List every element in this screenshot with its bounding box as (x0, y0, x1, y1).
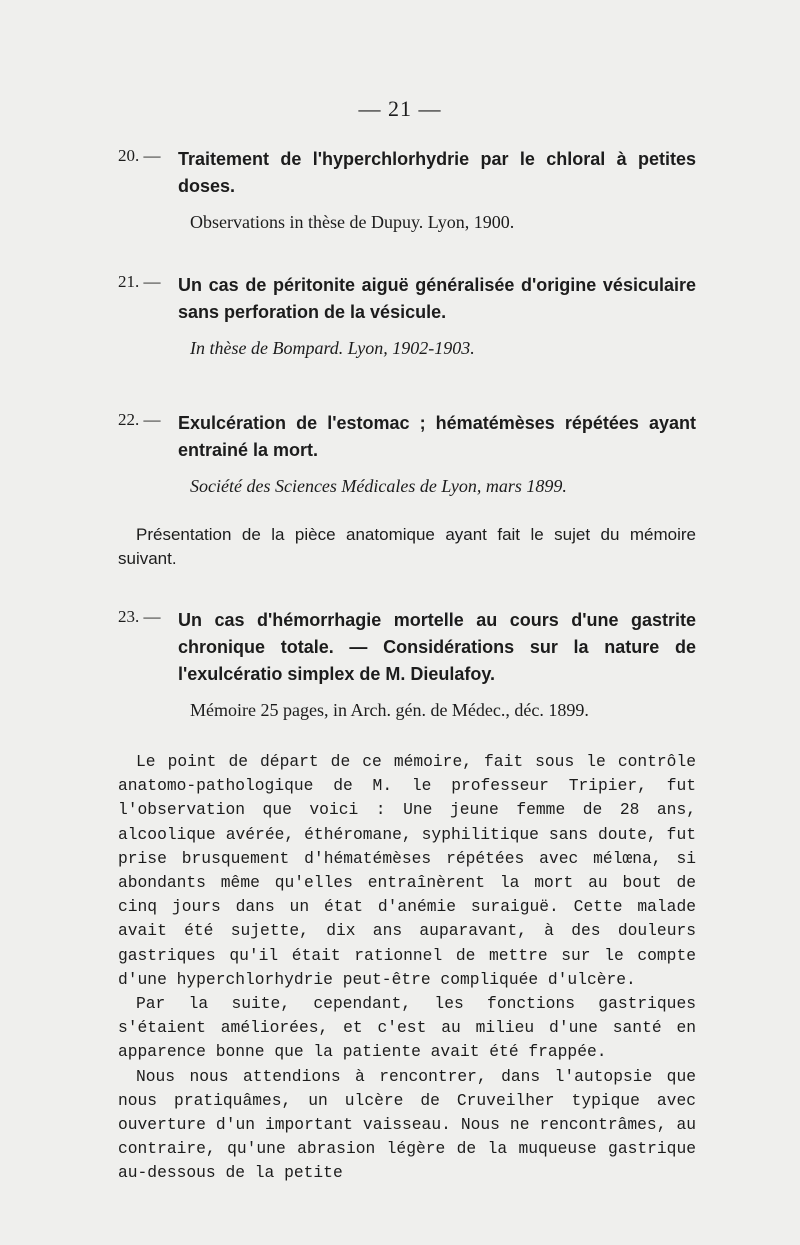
body-paragraph: Le point de départ de ce mémoire, fait sous le contrôle anatomo-pathologique de M. le professeur Tripier, fut l'observation que voici : Une jeune femme de 28 ans, alcoolique avérée, éthéromane, syphilitique sans doute, fut prise brusquement d'hématémèses répétées avec mélœna, si abondants même qu'elles entraînèrent la mort au bout de cinq jours dans un état d'anémie suraiguë. Cette malade avait été sujette, dix ans auparavant, à des douleurs gastriques qu'il était rationnel de mettre sur le compte d'une hyperchlorhydrie peut-être compliquée d'ulcère. (118, 752, 696, 989)
entry-number: 23. — (118, 607, 161, 626)
body-text (118, 750, 696, 1186)
entry-number: 20. — (118, 146, 161, 165)
entry-reference: Mémoire 25 pages, in Arch. gén. de Médec., déc. 1899. (190, 700, 589, 720)
entry-21 (118, 272, 696, 360)
body-paragraph: Par la suite, cependant, les fonctions gastriques s'étaient améliorées, et c'est au milieu d'une santé en apparence bonne que la patiente avait été frappée. (118, 994, 696, 1062)
entry-number: 21. — (118, 272, 161, 291)
entry-23 (118, 607, 696, 722)
entry-number: 22. — (118, 410, 161, 429)
body-paragraph: Nous nous attendions à rencontrer, dans l'autopsie que nous pratiquâmes, un ulcère de Cruveilher typique avec ouverture d'un important vaisseau. Nous ne rencontrâmes, au contraire, qu'une abrasion légère de la muqueuse gastrique au-dessous de la petite (118, 1066, 696, 1183)
entry-reference: In thèse de Bompard. Lyon, 1902-1903. (190, 338, 475, 358)
entry-title: Exulcération de l'estomac ; hématémèses répétées ayant entrainé la mort. (178, 413, 696, 460)
entry-22 (118, 410, 696, 498)
entry-title: Un cas d'hémorrhagie mortelle au cours d'une gastrite chronique totale. — Considérations sur la nature de l'exulcératio simplex de M. Dieulafoy. (178, 610, 696, 684)
entry-title: Traitement de l'hyperchlorhydrie par le chloral à petites doses. (178, 149, 696, 196)
presentation-note (118, 523, 696, 571)
presentation-text: Présentation de la pièce anatomique ayant fait le sujet du mémoire suivant. (118, 525, 696, 568)
entry-20 (118, 146, 696, 234)
page-number: — 21 — (358, 96, 442, 121)
entry-reference: Société des Sciences Médicales de Lyon, mars 1899. (190, 476, 567, 496)
entry-title: Un cas de péritonite aiguë généralisée d'origine vésiculaire sans perforation de la vésicule. (178, 275, 696, 322)
entry-reference: Observations in thèse de Dupuy. Lyon, 1900. (190, 212, 515, 232)
